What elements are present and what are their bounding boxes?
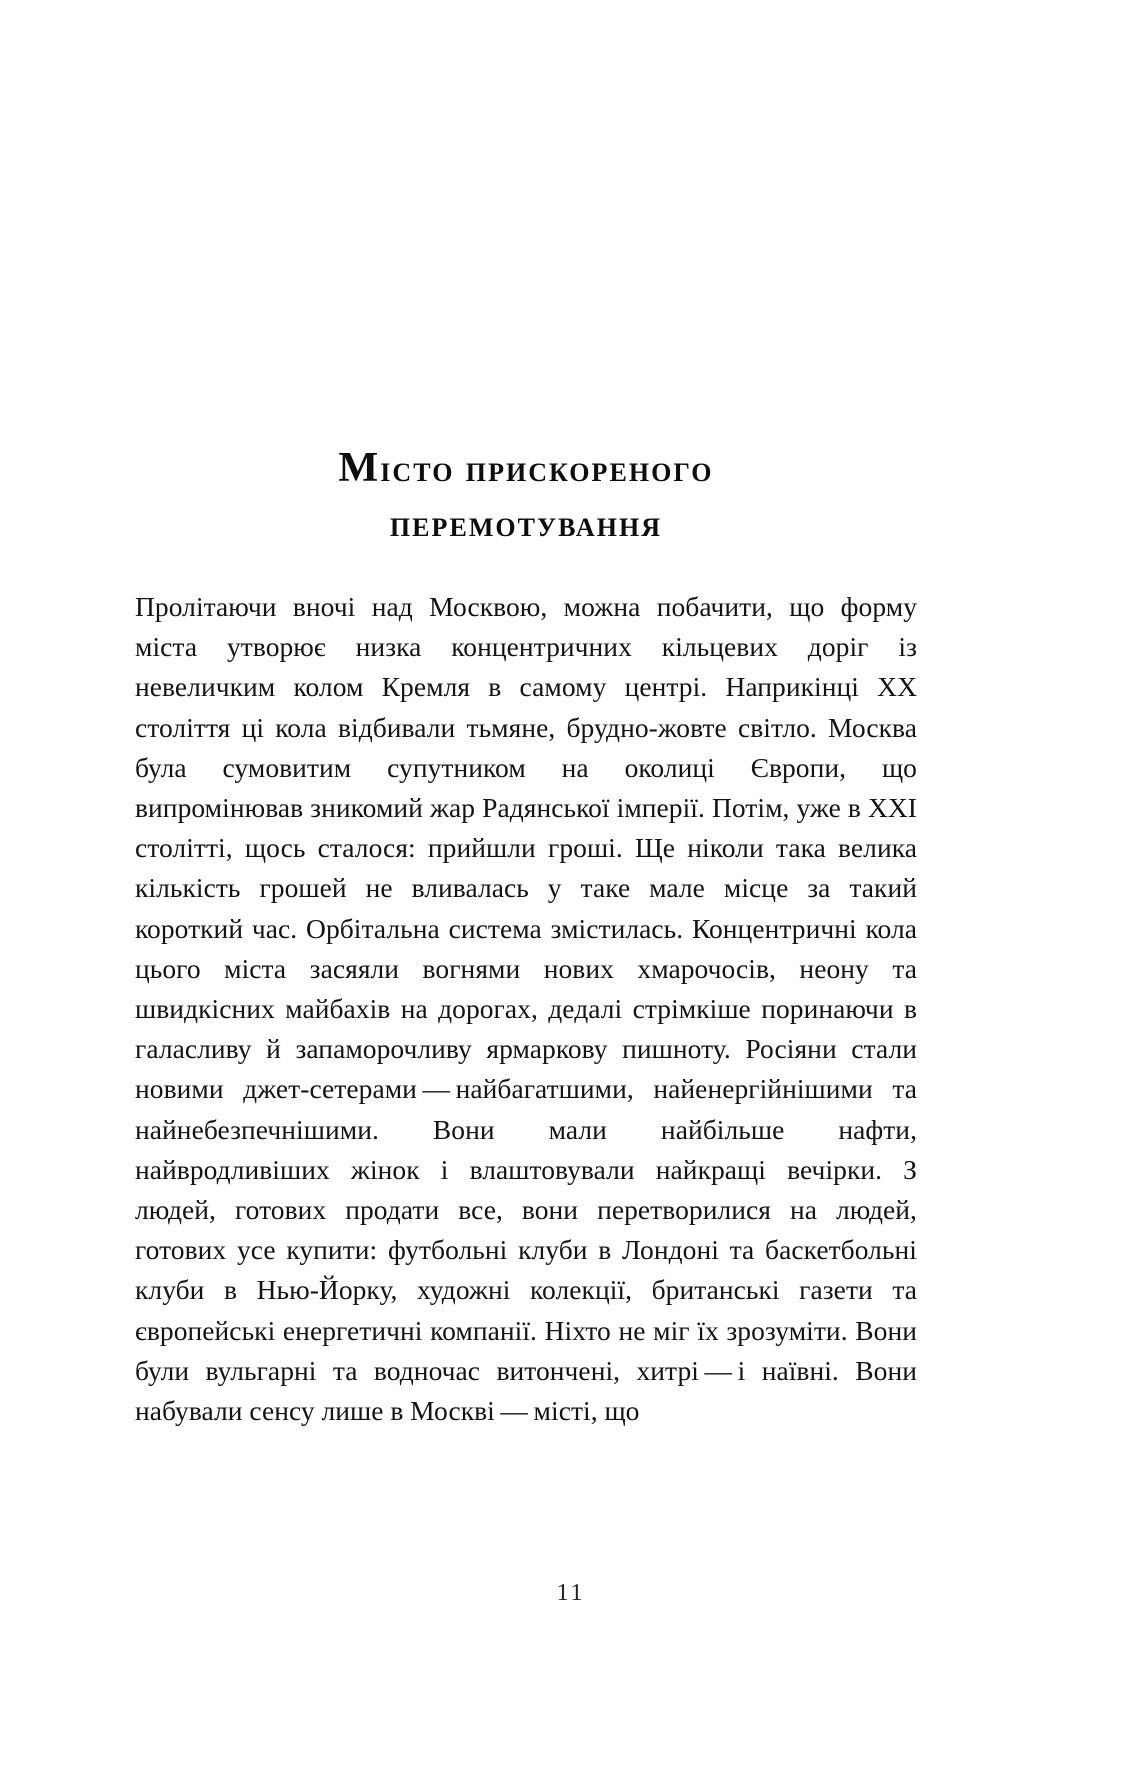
page-text-block (135, 440, 917, 1431)
chapter-title-line-2: перемотування (389, 504, 663, 545)
chapter-title (135, 440, 917, 552)
chapter-title-line-1: Місто прискореного (338, 444, 714, 491)
body-paragraph: Пролітаючи вночі над Москвою, можна побачити, що форму міста утворює низка концентричних кільцевих доріг із невеличким колом Кремля в самому центрі. Наприкінці XX століття ці кола відбивали тьмяне, брудно-жовте світло. Москва була сумовитим супутником на околиці Європи, що випромінював зникомий жар Радянської імперії. Потім, уже в XXI столітті, щось сталося: прийшли гроші. Ще ніколи така велика кількість грошей не вливалась у таке мале місце за такий короткий час. Орбітальна система змістилась. Концентричні кола цього міста засяяли вогнями нових хмарочосів, неону та швидкісних майбахів на дорогах, дедалі стрімкіше поринаючи в галасливу й запаморочливу ярмаркову пишноту. Росіяни стали новими джет-сетерами — найбагатшими, найенергійнішими та найнебезпечнішими. Вони мали найбільше нафти, найвродливіших жінок і влаштовували найкращі вечірки. З людей, готових продати все, вони перетворилися на людей, готових усе купити: футбольні клуби в Лондоні та баскетбольні клуби в Нью-Йорку, художні колекції, британські газети та європейські енергетичні компанії. Ніхто не міг їх зрозуміти. Вони були вульгарні та водночас витончені, хитрі — і наївні. Вони набували сенсу лише в Москві — місті, що (135, 591, 917, 1427)
page-number: 11 (556, 1580, 586, 1606)
